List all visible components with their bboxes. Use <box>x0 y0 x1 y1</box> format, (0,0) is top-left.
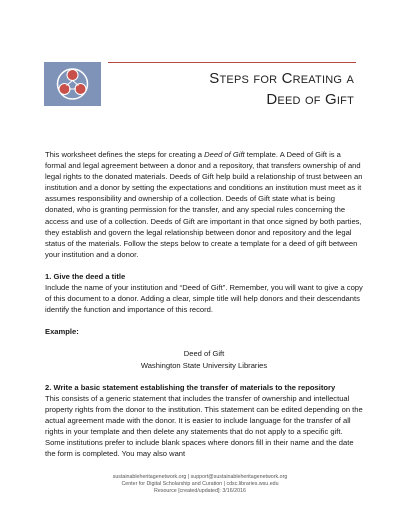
step2-body: This consists of a generic statement that includes the transfer of ownership and intellectual property rights from the donor to the institution. This statement can be edited depending on the actual agreement made with the donor. It is easier to include language for the transfer of all rights in your template and then delete any statements that do not apply to a specific gift. Some institutions prefer to include blank spaces where donors fill in their name and the date the form is completed. You may also want <box>45 393 363 459</box>
example-line-1: Deed of Gift <box>183 349 225 359</box>
title-line-2: Deed of Gift <box>266 91 354 108</box>
document-body <box>45 149 363 459</box>
footer-contact: sustainableheritagenetwork.org | support@sustainableheritagenetwork.org <box>112 474 288 480</box>
intro-paragraph <box>45 149 363 260</box>
network-logo <box>44 62 101 106</box>
intro-text-rest: template. A Deed of Gift is a formal and legal agreement between a donor and a repository, that transfers ownership of and legal rights to the donated materials. Deeds of Gift help build a relationship of trust between an institution and a donor by setting the expectations and conditions an institution must meet as it assumes responsibility and ownership of a collection. Deeds of Gift state what is being donated, who is granting permission for the transfer, and any special rules concerning the access and use of a collection. Deeds of Gift are important in that once signed by both parties, they establish and govern the legal relationship between donor and repository and the legal status of the materials. Follow the steps below to create a template for a deed of gift between your institution and a donor. <box>45 150 363 259</box>
intro-emphasis: Deed of Gift <box>204 150 245 159</box>
example-label: Example: <box>45 327 79 337</box>
title-line-1: Steps for Creating a <box>209 70 354 87</box>
footer-date: Resource [created/updated]: 3/16/2016 <box>154 488 246 495</box>
footer-center: Center for Digital Scholarship and Curation | cdsc.libraries.wsu.edu <box>121 481 279 488</box>
intro-text-start: This worksheet defines the steps for creating a <box>45 150 205 159</box>
step1-body: Include the name of your institution and “Deed of Gift”. Remember, you will want to give a copy of this document to a donor. Adding a clear, simple title will help donors and their descendants identify the function and importance of this record. <box>45 283 363 315</box>
page-footer <box>60 474 340 496</box>
example-line-2: Washington State University Libraries <box>140 360 268 370</box>
step2-heading: 2. Write a basic statement establishing the transfer of materials to the repository <box>45 382 336 392</box>
header-rule <box>108 62 356 63</box>
step1-heading: 1. Give the deed a title <box>45 271 126 281</box>
page-title <box>114 68 354 110</box>
